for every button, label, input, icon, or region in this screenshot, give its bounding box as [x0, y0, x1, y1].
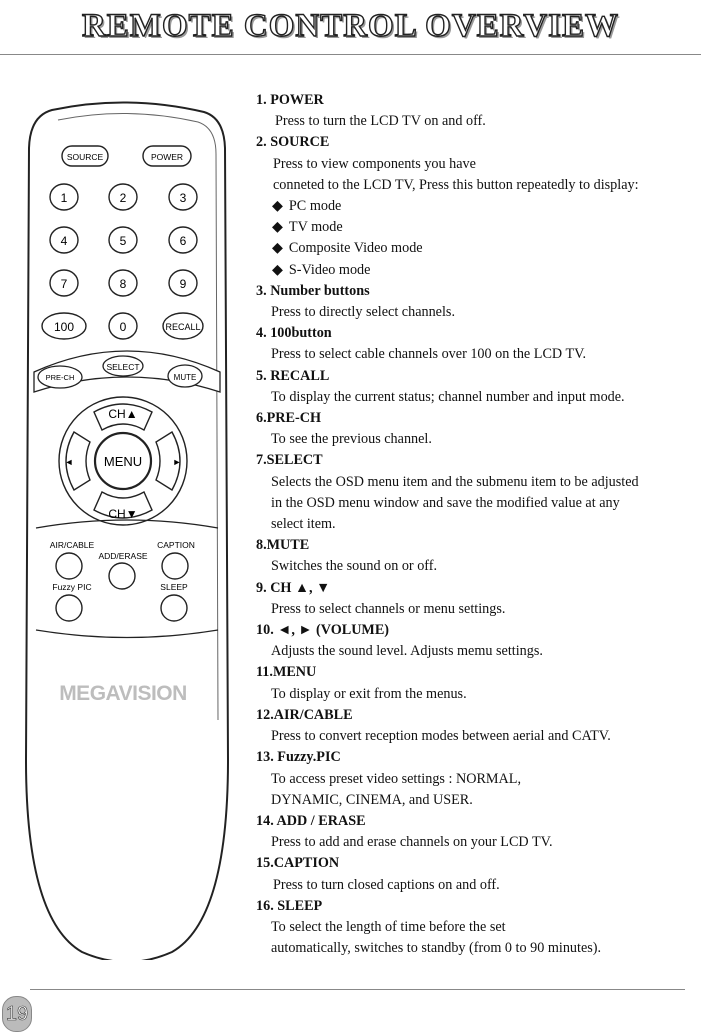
fuzzypic-label: Fuzzy PIC [52, 582, 92, 592]
title-rule [0, 54, 701, 55]
item-description: Switches the sound on or off. [271, 558, 438, 575]
aircable-label: AIR/CABLE [49, 540, 95, 550]
item-description: automatically, switches to standby (from 0 to 90 minutes). [271, 940, 602, 957]
item-description: Press to convert reception modes between aerial and CATV. [271, 728, 611, 745]
digit-label: 1 [60, 191, 68, 205]
item-heading: 6.PRE-CH [256, 410, 322, 427]
caption-button[interactable] [162, 553, 188, 579]
item-description: conneted to the LCD TV, Press this button repeatedly to display: [273, 176, 639, 193]
item-description: Adjusts the sound level. Adjusts memu settings. [271, 643, 543, 660]
power-label: POWER [150, 152, 184, 162]
item-heading: 2. SOURCE [256, 134, 330, 151]
item-heading: 8.MUTE [256, 537, 310, 554]
digit-label: 4 [60, 234, 68, 248]
item-description: To display or exit from the menus. [271, 685, 467, 702]
ch-down-label: CH▼ [108, 507, 138, 521]
page-number: 19 [2, 996, 32, 1032]
sleep-button[interactable] [161, 595, 187, 621]
footer-rule [30, 989, 685, 990]
button-100-label: 100 [53, 320, 75, 334]
fuzzypic-button[interactable] [56, 595, 82, 621]
item-heading: 4. 100button [256, 325, 332, 342]
digit-label: 5 [119, 234, 127, 248]
digit-label: 8 [119, 277, 127, 291]
item-bullet: ◆ TV mode [256, 217, 696, 238]
item-description: in the OSD menu window and save the modified value at any [271, 494, 620, 511]
menu-label: MENU [103, 454, 143, 469]
digit-label: 9 [179, 277, 187, 291]
item-heading: 12.AIR/CABLE [256, 706, 353, 723]
button-descriptions [256, 90, 696, 959]
item-description: To access preset video settings : NORMAL, [271, 770, 521, 787]
item-heading: 15.CAPTION [256, 855, 340, 872]
item-heading: 1. POWER [256, 92, 324, 108]
item-heading: 11.MENU [256, 664, 317, 681]
item-description: select item. [271, 516, 336, 533]
item-description: Press to turn the LCD TV on and off. [275, 113, 486, 130]
remote-control-illustration [22, 100, 232, 960]
page-title: REMOTE CONTROL OVERVIEW [81, 8, 620, 44]
sleep-label: SLEEP [160, 582, 188, 592]
item-bullet: ◆ S-Video mode [256, 260, 696, 281]
aircable-button[interactable] [56, 553, 82, 579]
vol-right-icon: ► [172, 457, 182, 467]
item-description: Press to view components you have [273, 155, 476, 172]
caption-label: CAPTION [157, 540, 195, 550]
item-description: To select the length of time before the set [271, 918, 506, 935]
item-bullet: ◆ Composite Video mode [256, 238, 696, 259]
button-0-label: 0 [119, 320, 127, 334]
adderase-button[interactable] [109, 563, 135, 589]
digit-label: 3 [179, 191, 187, 205]
adderase-label: ADD/ERASE [98, 551, 148, 561]
item-description: Press to select channels or menu settings. [271, 600, 506, 617]
mute-label: MUTE [173, 373, 197, 382]
brand-logo: MEGAVISION [59, 682, 187, 705]
item-description: To display the current status; channel number and input mode. [271, 388, 625, 405]
item-heading: 14. ADD / ERASE [256, 812, 366, 829]
recall-label: RECALL [165, 322, 201, 332]
select-label: SELECT [106, 362, 140, 372]
item-description: Press to turn closed captions on and off. [273, 876, 500, 893]
item-heading: 16. SLEEP [256, 897, 323, 914]
item-heading: 3. Number buttons [256, 282, 370, 299]
item-description: To see the previous channel. [271, 431, 432, 448]
item-bullet: ◆ PC mode [256, 196, 696, 217]
item-heading: 9. CH ▲, ▼ [256, 579, 331, 596]
item-description: Selects the OSD menu item and the submenu item to be adjusted [271, 473, 639, 490]
ch-up-label: CH▲ [108, 407, 138, 421]
item-description: Press to select cable channels over 100 on the LCD TV. [271, 346, 587, 363]
digit-label: 7 [60, 277, 68, 291]
item-description: DYNAMIC, CINEMA, and USER. [271, 791, 473, 808]
digit-label: 6 [179, 234, 187, 248]
item-description: Press to directly select channels. [271, 304, 455, 321]
item-description: Press to add and erase channels on your LCD TV. [271, 834, 553, 851]
item-heading: 13. Fuzzy.PIC [256, 749, 341, 766]
item-heading: 5. RECALL [256, 367, 330, 384]
source-label: SOURCE [66, 152, 104, 162]
item-heading: 10. ◄, ► (VOLUME) [256, 622, 390, 639]
vol-left-icon: ◄ [64, 457, 74, 467]
item-heading: 7.SELECT [256, 452, 323, 469]
prech-label: PRE-CH [45, 373, 75, 382]
digit-label: 2 [119, 191, 127, 205]
